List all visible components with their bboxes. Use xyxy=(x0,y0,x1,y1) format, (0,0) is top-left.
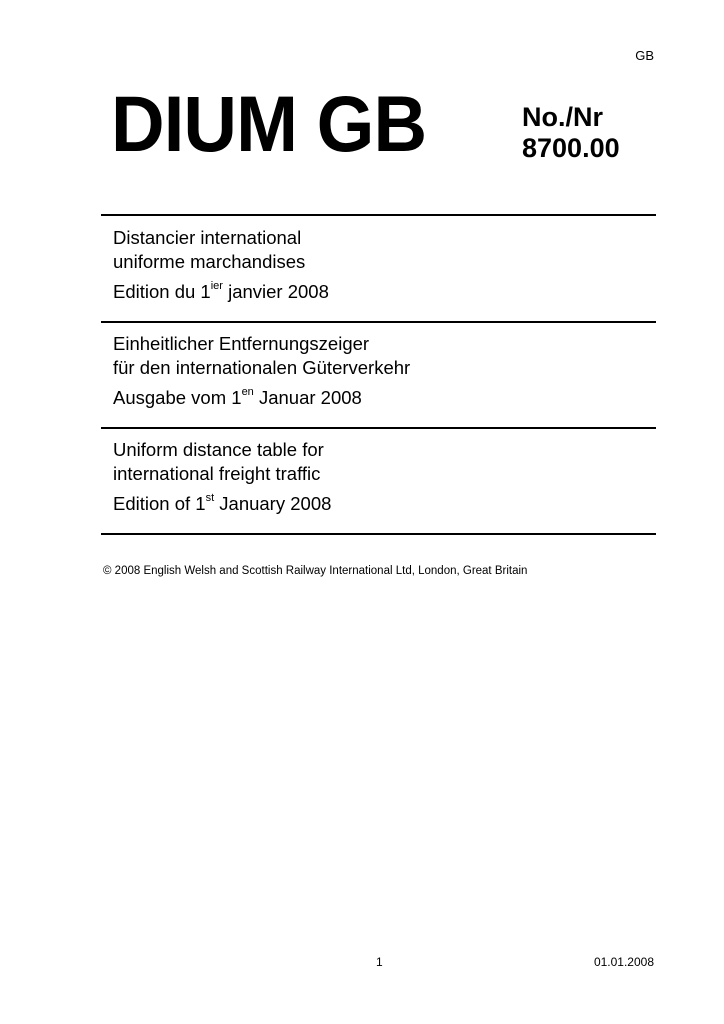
section-line: uniforme marchandises xyxy=(113,251,306,272)
edition-line: Ausgabe vom $1^{en}$ Januar 2008 xyxy=(113,386,362,408)
edition-line: Edition du $1^{ier}$ janvier 2008 xyxy=(113,280,329,302)
section-line: Distancier international xyxy=(113,227,302,248)
divider xyxy=(101,214,656,216)
section-french xyxy=(113,226,329,307)
number-label: No./Nr xyxy=(522,102,603,132)
section-german xyxy=(113,332,410,413)
country-code: GB xyxy=(635,48,654,63)
edition-line: Edition of 1st January 2008 xyxy=(113,492,332,514)
number-value: 8700.00 xyxy=(522,133,620,164)
document-title: DIUM GB xyxy=(111,79,427,168)
section-line: international freight traffic xyxy=(113,463,321,484)
section-english xyxy=(113,438,331,519)
section-line: Uniform distance table for xyxy=(113,439,324,460)
footer-date: 01.01.2008 xyxy=(593,955,654,969)
copyright-notice: © 2008 English Welsh and Scottish Railway International Ltd, London, Great Britain xyxy=(103,565,528,577)
document-number xyxy=(522,102,620,164)
divider xyxy=(101,321,656,323)
divider xyxy=(101,427,656,429)
section-line: für den internationalen Güterverkehr xyxy=(113,357,411,378)
divider xyxy=(101,533,656,535)
section-line: Einheitlicher Entfernungszeiger xyxy=(113,333,370,354)
page-number: 1 xyxy=(376,955,383,969)
